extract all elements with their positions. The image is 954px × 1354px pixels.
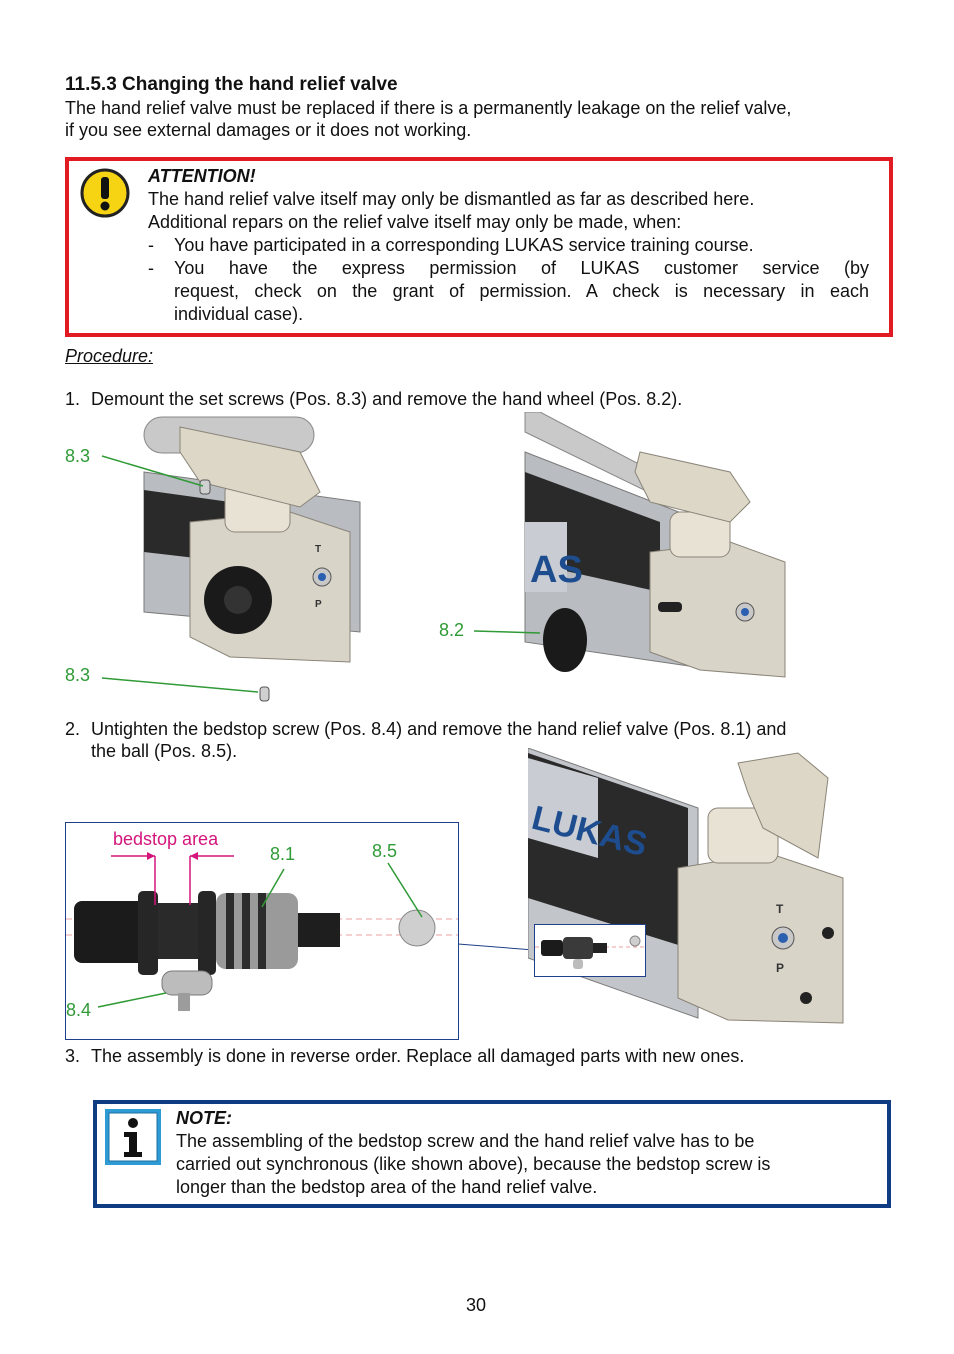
- attention-bullet-1: You have participated in a corresponding LUKAS service training course.: [174, 235, 754, 255]
- note-line-3: longer than the bedstop area of the hand relief valve.: [176, 1177, 598, 1197]
- section-heading: 11.5.3 Changing the hand relief valve: [65, 74, 398, 95]
- label-8-3-bottom: 8.3: [65, 665, 91, 685]
- attention-bullet-2-line-1: You have the express permission of LUKAS customer service (by: [174, 258, 869, 278]
- bullet-dash: -: [148, 258, 154, 278]
- step-3-number: 3.: [65, 1046, 81, 1066]
- page-number: 30: [466, 1295, 487, 1315]
- step-2-number: 2.: [65, 719, 81, 739]
- figure-pump-right: [430, 412, 800, 692]
- relief-valve-detail: [65, 822, 459, 1040]
- label-8-4: 8.4: [66, 1000, 92, 1020]
- step-3-text: The assembly is done in reverse order. Replace all damaged parts with new ones.: [91, 1046, 745, 1066]
- port-t-label: T: [315, 544, 322, 555]
- info-icon: [104, 1108, 162, 1166]
- label-8-2: 8.2: [439, 620, 465, 640]
- figure-pump-lukas: [528, 748, 853, 1028]
- figure-pump-left: [60, 412, 420, 712]
- step-1-number: 1.: [65, 389, 81, 409]
- bullet-dash: -: [148, 235, 154, 255]
- port-p-label: P: [776, 961, 785, 975]
- note-line-2: carried out synchronous (like shown above), because the bedstop screw is: [176, 1154, 771, 1174]
- note-line-1: The assembling of the bedstop screw and the hand relief valve has to be: [176, 1131, 755, 1151]
- exclamation-icon: [80, 168, 130, 218]
- note-title: NOTE:: [176, 1108, 232, 1128]
- intro-line-1: The hand relief valve must be replaced if there is a permanently leakage on the relief valve,: [65, 98, 792, 118]
- attention-line-2: Additional repars on the relief valve itself may only be made, when:: [148, 212, 682, 232]
- brand-lukas-text: LUKAS: [528, 798, 651, 865]
- step-2-line-1: Untighten the bedstop screw (Pos. 8.4) and remove the hand relief valve (Pos. 8.1) and: [91, 719, 787, 739]
- label-8-5: 8.5: [372, 841, 398, 861]
- label-8-1: 8.1: [270, 844, 296, 864]
- attention-bullet-2-line-3: individual case).: [174, 304, 304, 324]
- port-t-label: T: [776, 902, 784, 916]
- attention-title: ATTENTION!: [148, 166, 256, 186]
- label-8-3-top: 8.3: [65, 446, 91, 466]
- step-1-text: Demount the set screws (Pos. 8.3) and remove the hand wheel (Pos. 8.2).: [91, 389, 683, 409]
- relief-valve-inset: [534, 924, 646, 977]
- attention-bullet-2-line-2: request, check on the grant of permission. A check is necessary in each: [174, 281, 869, 301]
- label-bedstop-area: bedstop area: [113, 829, 219, 849]
- brand-text: AS: [530, 549, 583, 591]
- attention-line-1: The hand relief valve itself may only be dismantled as far as described here.: [148, 189, 755, 209]
- procedure-label: Procedure:: [65, 346, 154, 366]
- step-2-line-2: the ball (Pos. 8.5).: [91, 741, 238, 761]
- intro-line-2: if you see external damages or it does not working.: [65, 120, 472, 140]
- port-p-label: P: [315, 599, 322, 610]
